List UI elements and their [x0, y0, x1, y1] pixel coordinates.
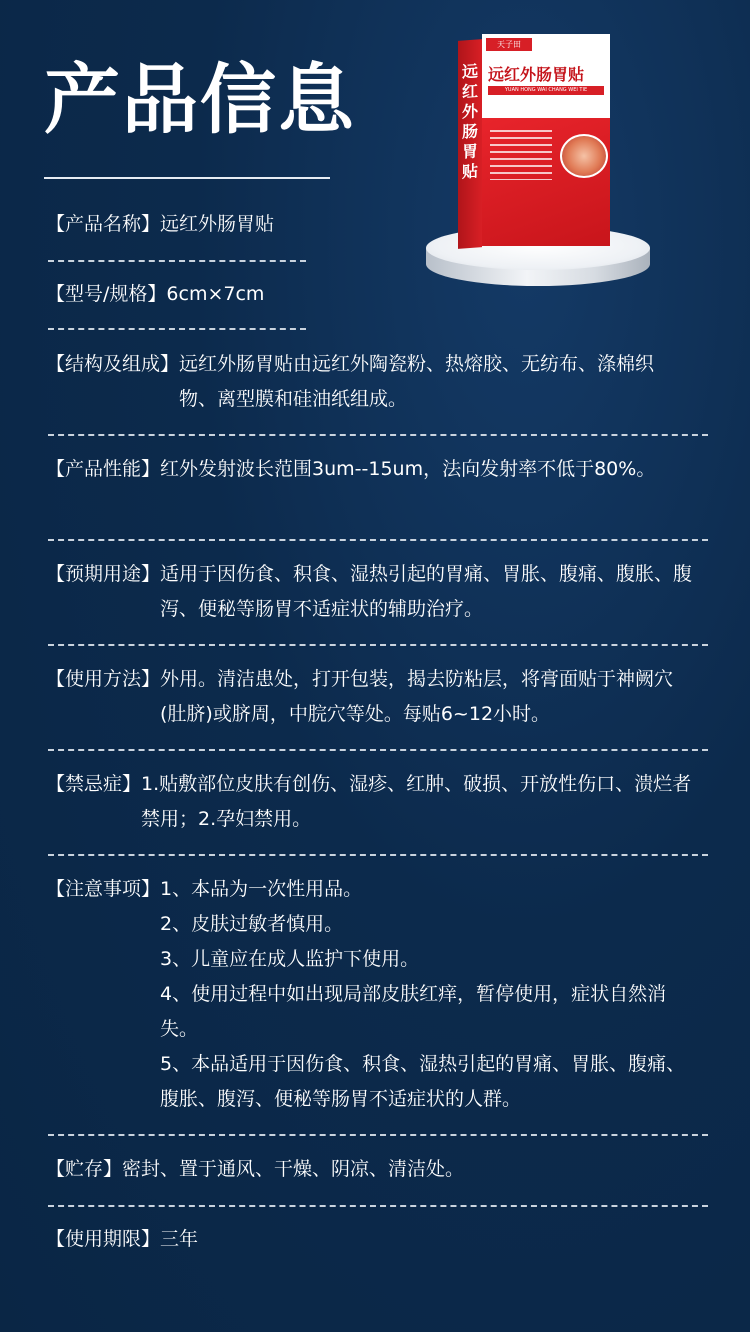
divider [48, 644, 708, 646]
row-value: 密封、置于通风、干燥、阴凉、清洁处。 [122, 1158, 465, 1180]
divider [48, 1205, 708, 1207]
divider [48, 1134, 708, 1136]
info-row-contraindication [46, 767, 701, 837]
row-value: 远红外肠胃贴由远红外陶瓷粉、热熔胶、无纺布、涤棉织物、离型膜和硅油纸组成。 [179, 353, 655, 410]
row-label: 【使用方法】 [46, 668, 161, 690]
title-underline [44, 177, 330, 179]
box-product-name: 远红外肠胃贴 [488, 65, 585, 84]
row-label: 【预期用途】 [46, 563, 161, 585]
list-item: 5、本品适用于因伤食、积食、湿热引起的胃痛、胃胀、腹痛、腹胀、腹泻、便秘等肠胃不适症状的人群。 [160, 1053, 686, 1110]
row-label: 【产品名称】 [46, 213, 161, 235]
row-value: 适用于因伤食、积食、湿热引起的胃痛、胃胀、腹痛、腹胀、腹泻、便秘等肠胃不适症状的辅助治疗。 [160, 563, 693, 620]
divider [48, 854, 708, 856]
info-row-performance [46, 452, 670, 487]
box-pinyin: YUAN HONG WAI CHANG WEI TIE [488, 86, 604, 95]
row-value: 6cm×7cm [166, 283, 265, 305]
list-item: 3、儿童应在成人监护下使用。 [160, 948, 420, 970]
row-label: 【禁忌症】 [46, 773, 142, 795]
list-item: 1、本品为一次性用品。 [160, 878, 363, 900]
row-value: 远红外肠胃贴 [160, 213, 275, 235]
row-value: 红外发射波长范围3um--15um，法向发射率不低于80%。 [160, 458, 656, 480]
divider [48, 434, 708, 436]
page-title: 产品信息 [44, 55, 356, 144]
row-label: 【产品性能】 [46, 458, 161, 480]
divider [48, 749, 708, 751]
stomach-illustration [560, 134, 608, 178]
notes-list [160, 872, 700, 1117]
info-row-usage [46, 662, 695, 732]
info-row-shelf-life [46, 1222, 198, 1257]
product-box [458, 34, 610, 254]
row-label: 【型号/规格】 [46, 283, 167, 305]
row-value: 1.贴敷部位皮肤有创伤、湿疹、红肿、破损、开放性伤口、溃烂者禁用；2.孕妇禁用。 [141, 773, 692, 830]
box-spine-text: 远红外肠胃贴 [461, 61, 478, 182]
info-row-notes [46, 872, 700, 1117]
product-image [420, 28, 660, 290]
row-value: 三年 [160, 1228, 199, 1250]
row-label: 【结构及组成】 [46, 353, 180, 375]
info-row-name [46, 207, 274, 242]
row-label: 【注意事项】 [46, 878, 161, 900]
row-label: 【贮存】 [46, 1158, 123, 1180]
box-small-text [490, 130, 552, 180]
row-value: 外用。清洁患处，打开包装，揭去防粘层，将膏面贴于神阙穴(肚脐)或脐周，中脘穴等处。每贴6~12小时。 [160, 668, 674, 725]
row-label: 【使用期限】 [46, 1228, 161, 1250]
list-item: 2、皮肤过敏者慎用。 [160, 913, 344, 935]
info-row-purpose [46, 557, 695, 627]
divider [48, 260, 306, 262]
brand-logo: 天子田 [486, 38, 532, 51]
divider [48, 539, 708, 541]
info-row-storage [46, 1152, 464, 1187]
divider [48, 328, 306, 330]
list-item: 4、使用过程中如出现局部皮肤红痒，暂停使用，症状自然消失。 [160, 983, 667, 1040]
info-row-spec [46, 277, 264, 312]
info-row-structure [46, 347, 689, 417]
